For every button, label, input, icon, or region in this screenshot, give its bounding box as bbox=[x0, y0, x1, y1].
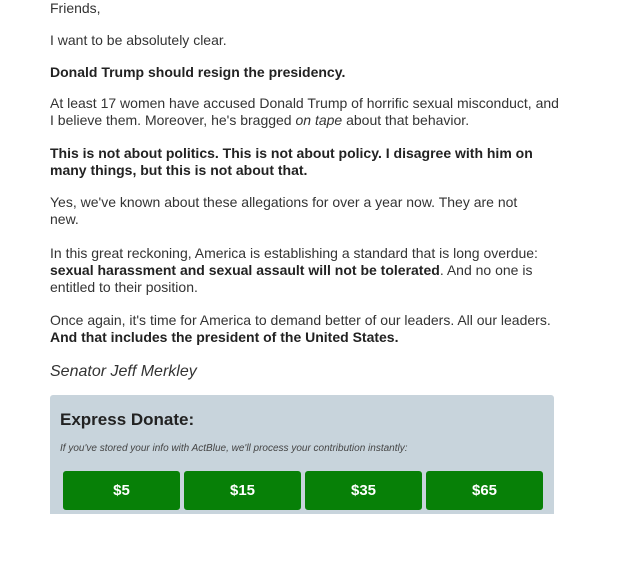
headline-text: Donald Trump should resign the presidency. bbox=[50, 64, 346, 80]
express-donate-title: Express Donate: bbox=[60, 410, 195, 429]
paragraph-demand-better bbox=[50, 312, 560, 346]
express-donate-subtitle: If you've stored your info with ActBlue, we'll process your contribution instantly: bbox=[60, 443, 408, 454]
paragraph-known-allegations: Yes, we've known about these allegations for over a year now. They are not new. bbox=[50, 194, 518, 227]
donate-65-button[interactable]: $65 bbox=[426, 471, 543, 510]
greeting-text: Friends, bbox=[50, 0, 101, 16]
paragraph-accusations-part1: At least 17 women have accused Donald Trump of horrific sexual misconduct, and I believe them. Moreover, he's bragged bbox=[50, 95, 559, 128]
signature: Senator Jeff Merkley bbox=[50, 363, 197, 380]
donate-5-button[interactable]: $5 bbox=[63, 471, 180, 510]
paragraph-reckoning-bold: sexual harassment and sexual assault will not be tolerated bbox=[50, 262, 440, 278]
donation-amounts bbox=[63, 471, 543, 510]
paragraph-reckoning-part1: In this great reckoning, America is establishing a standard that is long overdue: bbox=[50, 245, 538, 261]
donate-35-button[interactable]: $35 bbox=[305, 471, 422, 510]
on-tape-emphasis: on tape bbox=[295, 112, 343, 128]
paragraph-accusations-part2: about that behavior. bbox=[342, 112, 470, 128]
intro-text: I want to be absolutely clear. bbox=[50, 32, 227, 48]
donate-15-button[interactable]: $15 bbox=[184, 471, 301, 510]
paragraph-reckoning-part2: . And no one is entitled to their position. bbox=[50, 262, 533, 295]
paragraph-not-politics: This is not about politics. This is not about policy. I disagree with him on many things, but this is not about that. bbox=[50, 145, 533, 178]
paragraph-demand-better-bold: And that includes the president of the United States. bbox=[50, 329, 399, 345]
paragraph-demand-better-part1: Once again, it's time for America to demand better of our leaders. All our leaders. bbox=[50, 312, 551, 328]
paragraph-reckoning bbox=[50, 245, 550, 296]
paragraph-accusations bbox=[50, 95, 560, 129]
express-donate-panel bbox=[50, 395, 554, 514]
